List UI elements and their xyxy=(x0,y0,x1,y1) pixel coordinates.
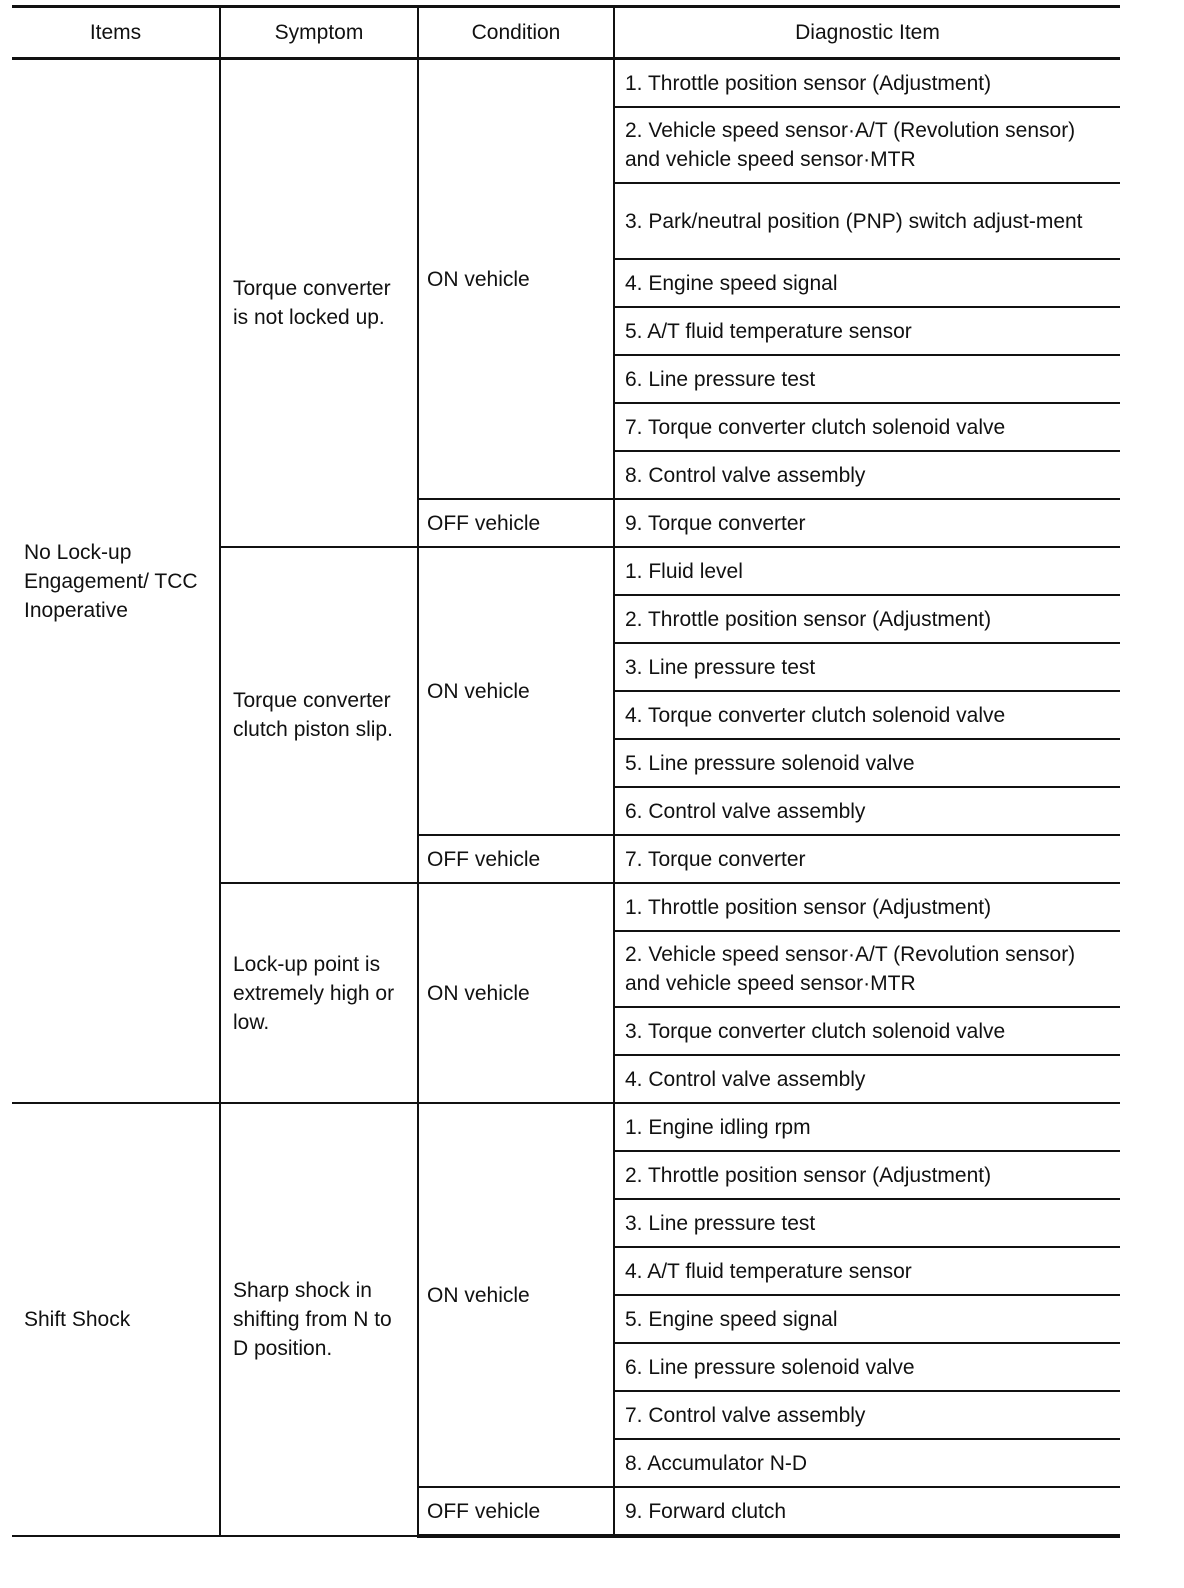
diagnostic-item-cell: 3. Park/neutral position (PNP) switch adjust-ment xyxy=(614,183,1120,259)
diagnostic-item-cell: 5. Line pressure solenoid valve xyxy=(614,739,1120,787)
table-body xyxy=(12,59,1120,1537)
diagnostic-item-cell: 3. Torque converter clutch solenoid valve xyxy=(614,1007,1120,1055)
symptom-cell: Torque converter clutch piston slip. xyxy=(220,547,418,883)
diagnostic-item-cell: 5. Engine speed signal xyxy=(614,1295,1120,1343)
condition-cell: ON vehicle xyxy=(418,1103,614,1487)
diagnostic-item-cell: 9. Torque converter xyxy=(614,499,1120,547)
symptom-cell: Lock-up point is extremely high or low. xyxy=(220,883,418,1103)
diagnostic-item-cell: 7. Torque converter xyxy=(614,835,1120,883)
diagnostic-item-cell: 4. A/T fluid temperature sensor xyxy=(614,1247,1120,1295)
header-row xyxy=(12,7,1120,59)
diagnostic-item-cell: 2. Vehicle speed sensor·A/T (Revolution sensor) and vehicle speed sensor·MTR xyxy=(614,931,1120,1007)
header-condition: Condition xyxy=(418,7,614,59)
diagnostic-item-cell: 4. Engine speed signal xyxy=(614,259,1120,307)
diagnostic-item-cell: 4. Control valve assembly xyxy=(614,1055,1120,1103)
table-row xyxy=(12,59,1120,108)
header-items: Items xyxy=(12,7,220,59)
condition-cell: OFF vehicle xyxy=(418,499,614,547)
diagnostic-item-cell: 8. Accumulator N-D xyxy=(614,1439,1120,1487)
diagnostic-item-cell: 1. Throttle position sensor (Adjustment) xyxy=(614,59,1120,108)
diagnostic-item-cell: 6. Control valve assembly xyxy=(614,787,1120,835)
table-row xyxy=(12,1103,1120,1151)
condition-cell: OFF vehicle xyxy=(418,1487,614,1536)
diagnostic-item-cell: 6. Line pressure test xyxy=(614,355,1120,403)
header-diagnostic-item: Diagnostic Item xyxy=(614,7,1120,59)
diagnostic-item-cell: 1. Engine idling rpm xyxy=(614,1103,1120,1151)
symptom-cell: Torque converter is not locked up. xyxy=(220,59,418,548)
diagnostic-item-cell: 8. Control valve assembly xyxy=(614,451,1120,499)
diagnostic-item-cell: 2. Vehicle speed sensor·A/T (Revolution sensor) and vehicle speed sensor·MTR xyxy=(614,107,1120,183)
diagnostic-item-cell: 2. Throttle position sensor (Adjustment) xyxy=(614,1151,1120,1199)
condition-cell: OFF vehicle xyxy=(418,835,614,883)
diagnostic-item-cell: 1. Throttle position sensor (Adjustment) xyxy=(614,883,1120,931)
diagnostic-item-cell: 6. Line pressure solenoid valve xyxy=(614,1343,1120,1391)
diagnostic-item-cell: 4. Torque converter clutch solenoid valve xyxy=(614,691,1120,739)
diagnostic-item-cell: 2. Throttle position sensor (Adjustment) xyxy=(614,595,1120,643)
diagnostic-item-cell: 7. Torque converter clutch solenoid valve xyxy=(614,403,1120,451)
symptom-cell: Sharp shock in shifting from N to D position. xyxy=(220,1103,418,1536)
condition-cell: ON vehicle xyxy=(418,59,614,500)
header-symptom: Symptom xyxy=(220,7,418,59)
table-header xyxy=(12,7,1120,59)
condition-cell: ON vehicle xyxy=(418,883,614,1103)
diagnostic-item-cell: 7. Control valve assembly xyxy=(614,1391,1120,1439)
item-cell: Shift Shock xyxy=(12,1103,220,1536)
diagnostic-item-cell: 1. Fluid level xyxy=(614,547,1120,595)
condition-cell: ON vehicle xyxy=(418,547,614,835)
item-cell: No Lock-up Engagement/ TCC Inoperative xyxy=(12,59,220,1104)
document-page xyxy=(12,0,1120,1588)
diagnostic-item-cell: 3. Line pressure test xyxy=(614,643,1120,691)
diagnostic-item-cell: 5. A/T fluid temperature sensor xyxy=(614,307,1120,355)
diagnostic-table xyxy=(12,5,1120,1538)
diagnostic-item-cell: 9. Forward clutch xyxy=(614,1487,1120,1536)
diagnostic-item-cell: 3. Line pressure test xyxy=(614,1199,1120,1247)
